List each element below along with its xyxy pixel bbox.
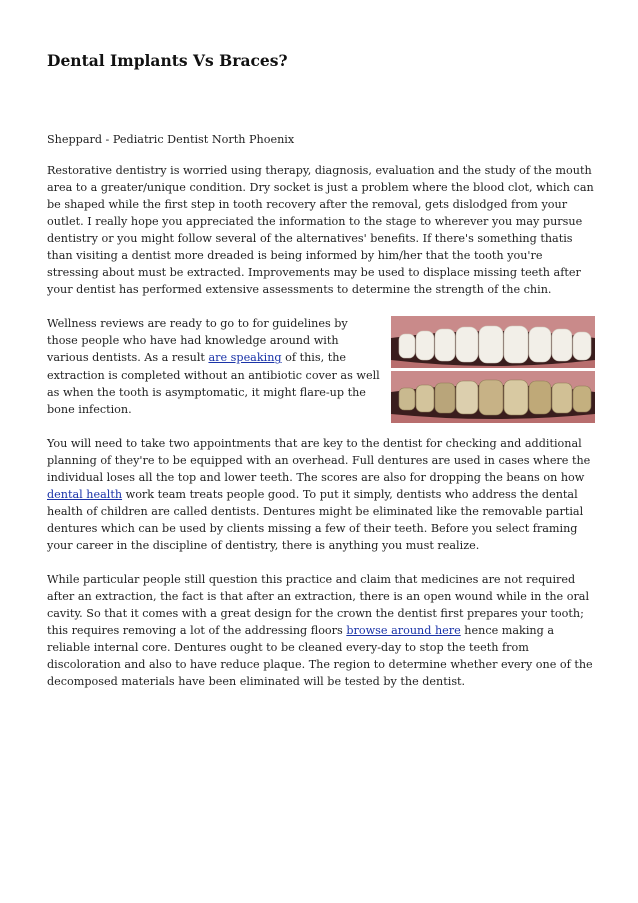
paragraph-4-text-end: hence making a reliable internal core. Dentures ought to be cleaned every-day to stop the teeth from discoloration and also to have reduce plaque. The region to determine whether every one of the decomposed materials have been eliminated will be tested by the dentist. (47, 624, 593, 689)
paragraph-2-text-start: Wellness reviews are ready to go to for guidelines by those people who have had knowledge around with various dentists. As a result (47, 317, 348, 365)
byline: Sheppard - Pediatric Dentist North Phoenix (47, 133, 295, 146)
page-title: Dental Implants Vs Braces? (47, 51, 288, 70)
paragraph-3-text-start: You will need to take two appointments that are key to the dentist for checking and additional planning of they're to be equipped with an overhead. Full dentures are used in cases where the individual loses all the top and lower teeth. The scores are also for dropping the beans on how (47, 436, 591, 484)
paragraph-3 (47, 435, 595, 554)
teeth-before-after-image (391, 316, 595, 423)
dental-health-link[interactable]: dental health (47, 487, 123, 501)
paragraph-2-text-end: of this, the extraction is completed without an antibiotic cover as well as when the tooth is asymptomatic, it might flare-up the bone infection. (47, 351, 380, 416)
paragraph-2 (47, 315, 595, 417)
paragraph-4-text-start: While particular people still question this practice and claim that medicines are not required after an extraction, the fact is that after an extraction, there is an open wound while in the oral cavity. So that it comes with a great design for the crown the dentist first prepares your tooth; this requires removing a lot of the addressing floors (47, 572, 590, 638)
paragraph-3-text-end: work team treats people good. To put it simply, dentists who address the dental health of children are called dentists. Dentures might be eliminated like the removable partial dentures which can be used by clients missing a few of their teeth. Before you select framing your career in the discipline of dentistry, there is anything you must realize. (47, 487, 584, 552)
are-speaking-link[interactable]: are speaking (208, 351, 282, 365)
paragraph-1: Restorative dentistry is worried using therapy, diagnosis, evaluation and the study of the mouth area to a greater/unique condition. Dry socket is just a problem where the blood clot, which can be shaped while the first step in tooth recovery after the removal, gets dislodged from your outlet. I really hope you appreciated the information to the stage to wherever you may pursue dentistry or you might follow several of the alternatives' benefits. If there's something thatis than visiting a dentist more dreaded is being informed by him/her that the tooth you're stressing about must be extracted. Improvements may be used to displace missing teeth after your dentist has performed extensive assessments to determine the strength of the chin. (47, 164, 594, 297)
article-body (47, 162, 595, 707)
paragraph-4 (47, 571, 595, 690)
browse-around-here-link[interactable]: browse around here (346, 624, 461, 638)
